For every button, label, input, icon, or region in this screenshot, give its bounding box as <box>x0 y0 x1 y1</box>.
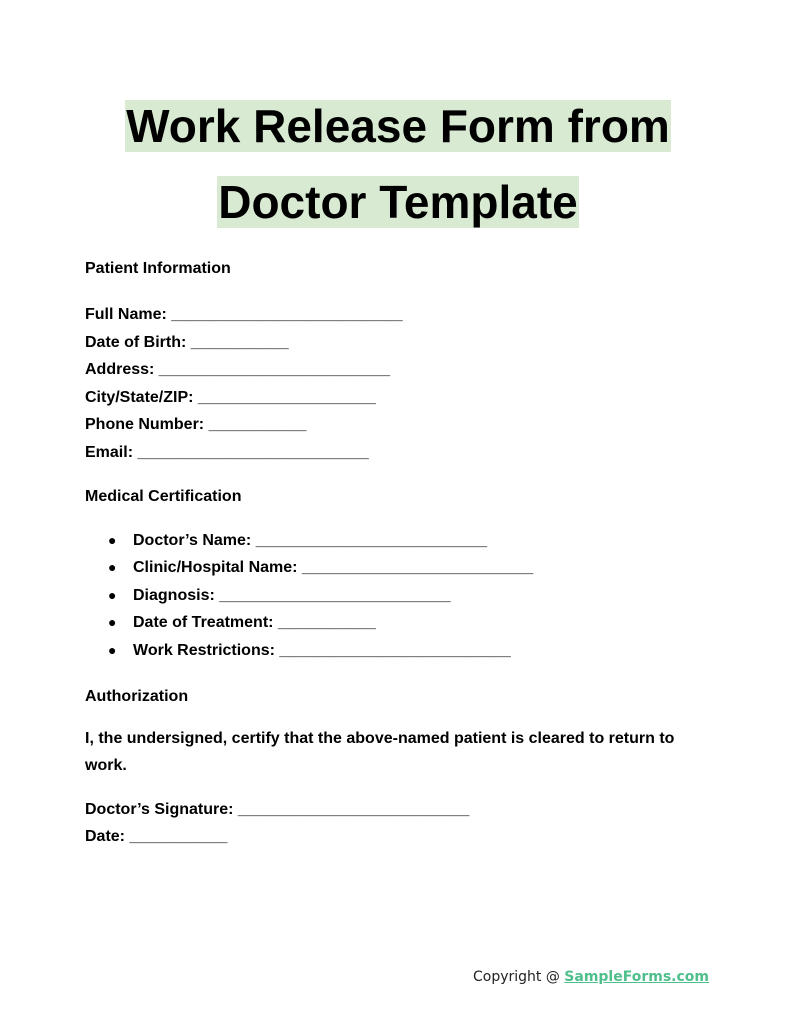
title-line-1: Work Release Form from <box>126 100 670 152</box>
address-field: Address: __________________________ <box>85 361 391 379</box>
work-restrictions-field: ● Work Restrictions: __________________________ <box>85 637 705 665</box>
phone-field: Phone Number: ___________ <box>85 416 307 434</box>
form-body <box>85 257 705 851</box>
patient-info-heading: Patient Information <box>85 260 231 277</box>
date-field: Date: ___________ <box>85 828 228 846</box>
full-name-field: Full Name: __________________________ <box>85 306 403 323</box>
copyright-text: Copyright @ <box>472 969 565 985</box>
page-title <box>0 88 796 240</box>
clinic-name-field: ● Clinic/Hospital Name: __________________________ <box>85 554 705 582</box>
email-field: Email: __________________________ <box>85 443 369 461</box>
treatment-date-field: ● Date of Treatment: ___________ <box>85 609 705 637</box>
medical-list <box>85 527 705 665</box>
doctor-signature-field: Doctor’s Signature: __________________________ <box>85 800 470 818</box>
authorization-statement: I, the undersigned, certify that the above-named patient is cleared to return to work. <box>85 729 675 775</box>
footer-copyright <box>473 969 709 985</box>
dob-field: Date of Birth: ___________ <box>85 333 289 351</box>
doctor-name-field: ● Doctor’s Name: __________________________ <box>85 527 705 555</box>
title-line-2: Doctor Template <box>218 176 578 228</box>
sampleforms-link[interactable]: SampleForms.com <box>564 969 709 985</box>
medical-cert-heading: Medical Certification <box>85 487 242 505</box>
diagnosis-field: ● Diagnosis: __________________________ <box>85 582 705 610</box>
city-state-zip-field: City/State/ZIP: ____________________ <box>85 388 376 406</box>
authorization-heading: Authorization <box>85 687 189 705</box>
